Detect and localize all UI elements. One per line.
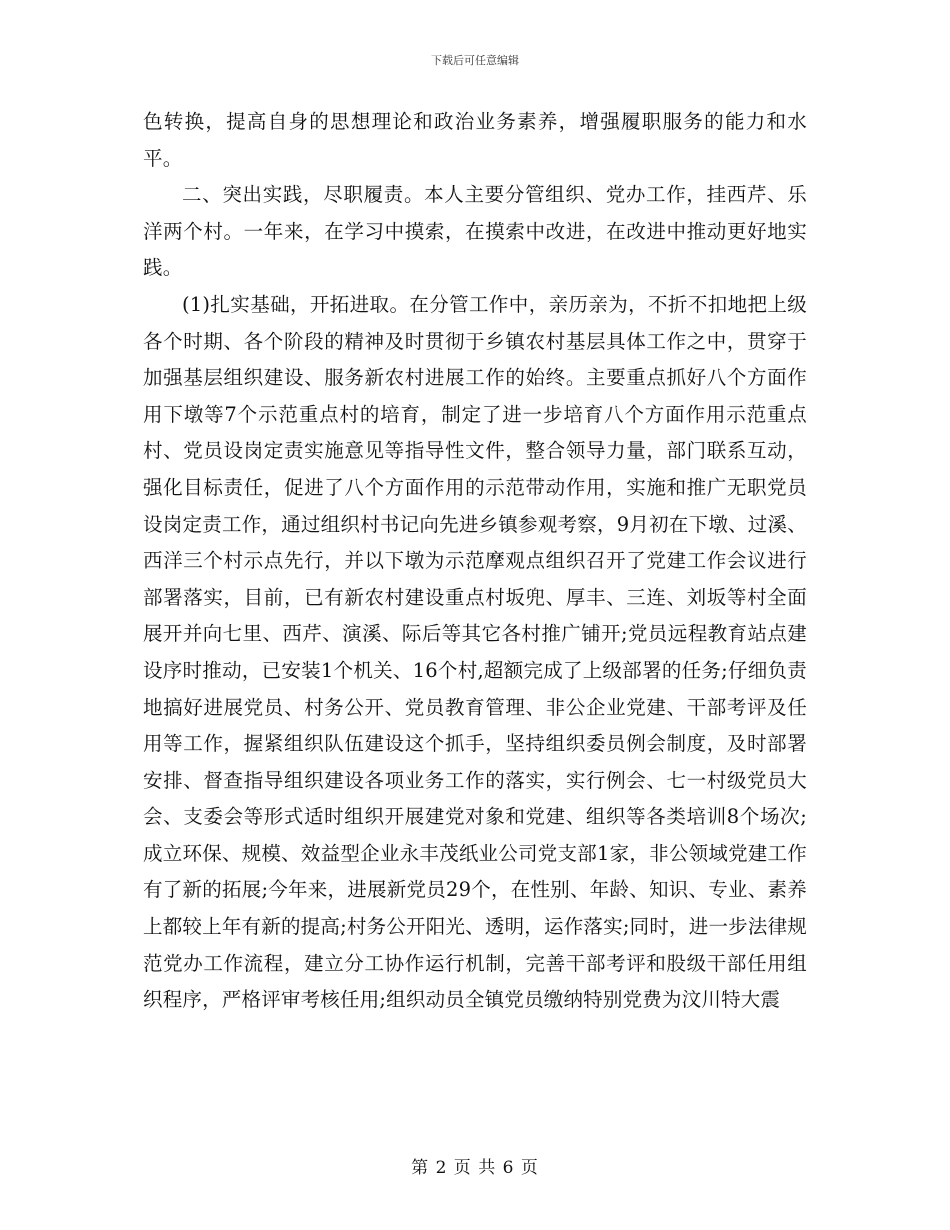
- paragraph-continuation: 色转换，提高自身的思想理论和政治业务素养，增强履职服务的能力和水平。: [143, 110, 807, 170]
- paragraph-section-two: 二、突出实践，尽职履责。本人主要分管组织、党办工作，挂西芹、乐洋两个村。一年来，在学习中摸索，在摸索中改进，在改进中推动更好地实践。: [143, 183, 807, 280]
- paragraph-item-one: (1)扎实基础，开拓进取。在分管工作中，亲历亲为，不折不扣地把上级各个时期、各个阶段的精神及时贯彻于乡镇农村基层具体工作之中，贯穿于加强基层组织建设、服务新农村进展工作的始终。主要重点抓好八个方面作用下墩等7个示范重点村的培育，制定了进一步培育八个方面作用示范重点村、党员设岗定责实施意见等指导性文件，整合领导力量，部门联系互动，强化目标责任，促进了八个方面作用的示范带动作用，实施和推广无职党员设岗定责工作，通过组织村书记向先进乡镇参观考察，9月初在下墩、过溪、西洋三个村示点先行，并以下墩为示范摩观点组织召开了党建工作会议进行部署落实，目前，已有新农村建设重点村坂兜、厚丰、三连、刘坂等村全面展开并向七里、西芹、演溪、际后等其它各村推广铺开;党员远程教育站点建设序时推动，已安装1个机关、16个村,超额完成了上级部署的任务;仔细负责地搞好进展党员、村务公开、党员教育管理、非公企业党建、干部考评及任用等工作，握紧组织队伍建设这个抓手，坚持组织委员例会制度，及时部署安排、督查指导组织建设各项业务工作的落实，实行例会、七一村级党员大会、支委会等形式适时组织开展建党对象和党建、组织等各类培训8个场次;成立环保、规模、效益型企业永丰茂纸业公司党支部1家，非公领域党建工作有了新的拓展;今年来，进展新党员29个，在性别、年龄、知识、专业、素养上都较上年有新的提高;村务公开阳光、透明，运作落实;同时，进一步法律规范党办工作流程，建立分工协作运行机制，完善干部考评和股级干部任用组织程序，严格评审考核任用;组织动员全镇党员缴纳特别党费为汶川特大震: [143, 292, 807, 1012]
- page-number: 第 2 页 共 6 页: [411, 1158, 539, 1178]
- document-body: [143, 104, 807, 1019]
- page-header-note: 下载后可任意编辑: [431, 54, 519, 67]
